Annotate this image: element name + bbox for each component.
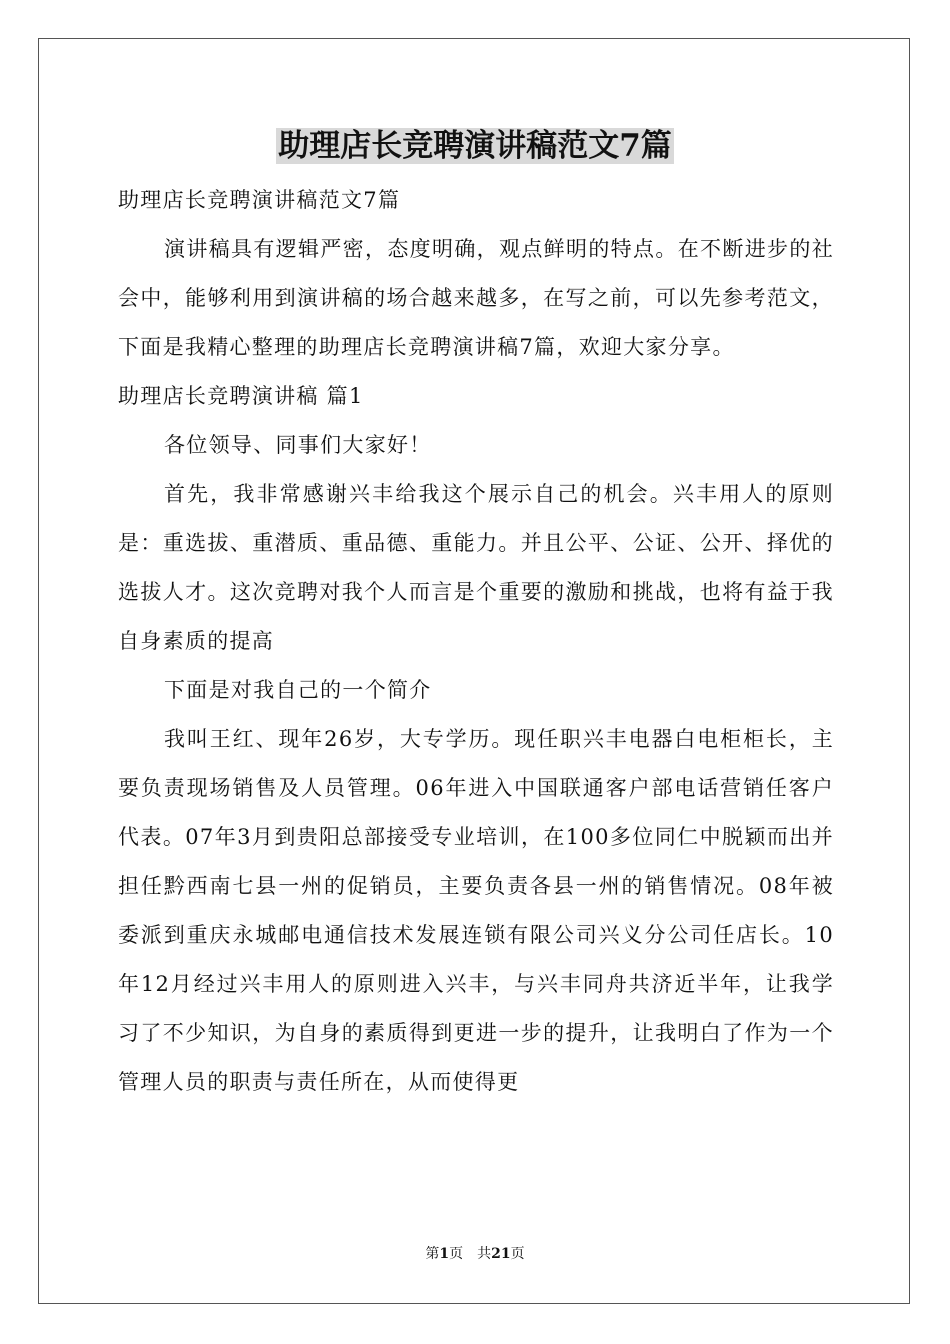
footer-page-prefix: 第: [425, 1246, 440, 1262]
footer-page-mid: 页 共: [449, 1246, 492, 1262]
page-footer: [0, 1244, 950, 1264]
document-body: [118, 176, 834, 1107]
paragraph-greeting: 各位领导、同事们大家好！: [164, 433, 432, 457]
document-title: [0, 124, 950, 168]
paragraph-subtitle: 助理店长竞聘演讲稿范文7篇: [118, 188, 401, 212]
footer-page-suffix: 页: [510, 1246, 525, 1262]
footer-page-total: 21: [491, 1246, 511, 1262]
document-title-text: 助理店长竞聘演讲稿范文7篇: [278, 128, 672, 164]
paragraph-thanks: 首先，我非常感谢兴丰给我这个展示自己的机会。兴丰用人的原则是：重选拔、重潜质、重品德、重能力。并且公平、公证、公开、择优的选拔人才。这次竞聘对我个人而言是个重要的激励和挑战，也将有益于我自身素质的提高: [118, 482, 834, 653]
footer-page-current: 1: [439, 1246, 450, 1262]
paragraph-biography: 我叫王红、现年26岁，大专学历。现任职兴丰电器白电柜柜长，主要负责现场销售及人员管理。06年进入中国联通客户部电话营销任客户代表。07年3月到贵阳总部接受专业培训，在100多位同仁中脱颖而出并担任黔西南七县一州的促销员，主要负责各县一州的销售情况。08年被委派到重庆永城邮电通信技术发展连锁有限公司兴义分公司任店长。10年12月经过兴丰用人的原则进入兴丰，与兴丰同舟共济近半年，让我学习了不少知识，为自身的素质得到更进一步的提升，让我明白了作为一个管理人员的职责与责任所在，从而使得更: [118, 727, 834, 1094]
paragraph-intro: 演讲稿具有逻辑严密，态度明确，观点鲜明的特点。在不断进步的社会中，能够利用到演讲稿的场合越来越多，在写之前，可以先参考范文，下面是我精心整理的助理店长竞聘演讲稿7篇，欢迎大家分享。: [118, 237, 834, 359]
section-heading: 助理店长竞聘演讲稿 篇1: [118, 384, 364, 408]
paragraph-intro-self: 下面是对我自己的一个简介: [164, 678, 432, 702]
